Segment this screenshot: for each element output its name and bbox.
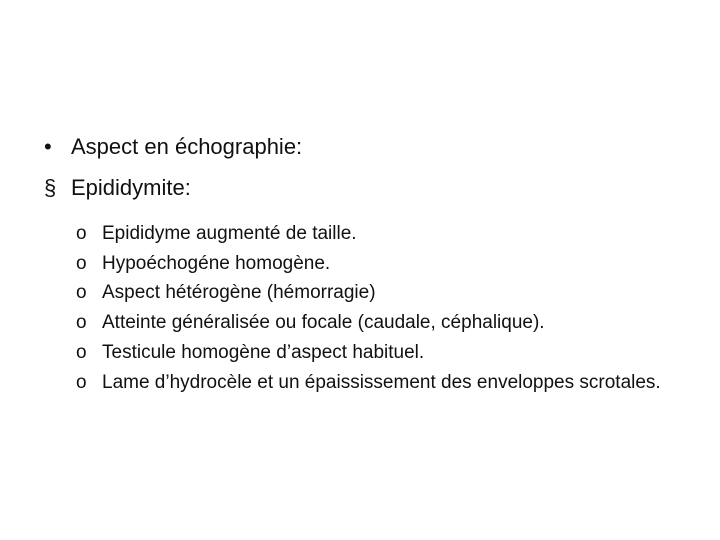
list-item: [76, 219, 696, 249]
round-bullet-icon: •: [44, 134, 52, 159]
list-item: [76, 338, 696, 368]
section-line: [44, 175, 191, 201]
circle-bullet-icon: o: [76, 282, 87, 304]
list-item: [76, 249, 696, 279]
circle-bullet-icon: o: [76, 371, 87, 393]
section-bullet-icon: §: [44, 175, 57, 200]
findings-list: [76, 219, 696, 397]
list-item-text: Lame d’hydrocèle et un épaississement des enveloppes scrotales.: [102, 371, 661, 393]
circle-bullet-icon: o: [76, 223, 87, 244]
list-item-text: Testicule homogène d’aspect habituel.: [102, 341, 425, 363]
circle-bullet-icon: o: [76, 312, 87, 334]
list-item-text: Epididyme augmenté de taille.: [102, 223, 357, 244]
circle-bullet-icon: o: [76, 252, 87, 274]
list-item: [76, 308, 696, 338]
list-item: [76, 368, 696, 398]
list-item: [76, 278, 696, 308]
section-text: Epididymite:: [71, 175, 191, 200]
list-item-text: Hypoéchogéne homogène.: [102, 252, 331, 274]
list-item-text: Aspect hétérogène (hémorragie): [102, 282, 376, 304]
circle-bullet-icon: o: [76, 341, 87, 363]
list-item-text: Atteinte généralisée ou focale (caudale, céphalique).: [102, 312, 545, 334]
heading-text: Aspect en échographie:: [71, 134, 303, 159]
heading-line: [44, 134, 302, 160]
